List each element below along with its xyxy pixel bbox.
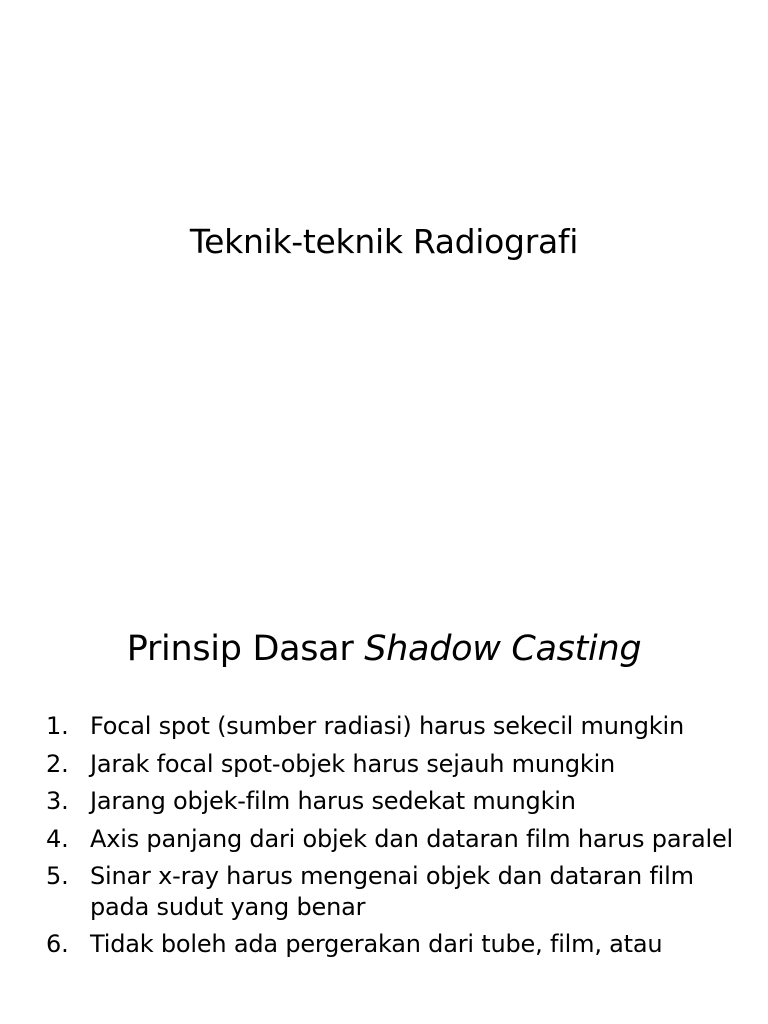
list-item bbox=[46, 861, 746, 922]
slide-title-heading: Teknik-teknik Radiografi bbox=[189, 222, 579, 261]
principles-heading-emphasis: Shadow Casting bbox=[364, 629, 642, 669]
list-item-text: Axis panjang dari objek dan dataran film harus paralel bbox=[90, 824, 734, 853]
list-item-number: 5. bbox=[46, 862, 69, 890]
list-item-text: Jarak focal spot-objek harus sejauh mungkin bbox=[90, 749, 616, 778]
list-item bbox=[46, 786, 746, 817]
list-item-text: Jarang objek-film harus sedekat mungkin bbox=[90, 787, 576, 815]
list-item bbox=[46, 711, 746, 742]
principles-heading bbox=[0, 626, 768, 672]
list-item bbox=[46, 749, 746, 780]
list-item-number: 4. bbox=[46, 824, 69, 853]
list-item-number: 2. bbox=[46, 749, 69, 778]
list-item-text: Tidak boleh ada pergerakan dari tube, film, atau bbox=[90, 930, 663, 958]
list-item-number: 3. bbox=[46, 787, 69, 815]
principles-list bbox=[46, 711, 746, 967]
list-item-text: Sinar x-ray harus mengenai objek dan dataran film pada sudut yang benar bbox=[90, 862, 694, 921]
list-item-text: Focal spot (sumber radiasi) harus sekecil mungkin bbox=[90, 712, 684, 740]
list-item bbox=[46, 824, 746, 855]
list-item-number: 1. bbox=[46, 712, 69, 740]
principles-heading-prefix: Prinsip Dasar bbox=[126, 629, 365, 669]
slide-principles bbox=[0, 576, 768, 1024]
list-item-number: 6. bbox=[46, 930, 69, 958]
list-item bbox=[46, 929, 746, 960]
